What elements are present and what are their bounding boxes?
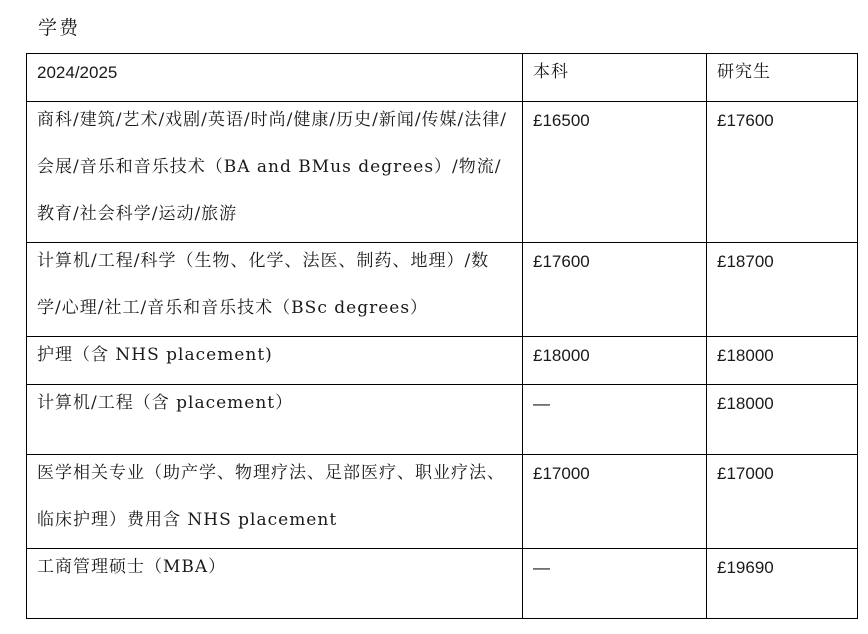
subject-cell: 计算机/工程/科学（生物、化学、法医、制药、地理）/数学/心理/社工/音乐和音乐技术（BSc degrees）	[27, 243, 523, 337]
undergrad-fee-cell: £17000	[523, 455, 707, 549]
subject-cell: 护理（含 NHS placement)	[27, 337, 523, 385]
page-title: 学费	[38, 17, 81, 39]
table-row	[27, 337, 858, 385]
undergrad-fee-cell: £17600	[523, 243, 707, 337]
header-cell-undergrad: 本科	[523, 54, 707, 102]
postgrad-fee-cell: £17600	[707, 102, 858, 243]
subject-cell: 医学相关专业（助产学、物理疗法、足部医疗、职业疗法、临床护理）费用含 NHS placement	[27, 455, 523, 549]
header-cell-year: 2024/2025	[27, 54, 523, 102]
table-row	[27, 385, 858, 455]
undergrad-fee-cell: £16500	[523, 102, 707, 243]
undergrad-fee-cell: —	[523, 385, 707, 455]
subject-cell: 工商管理硕士（MBA）	[27, 549, 523, 619]
postgrad-fee-cell: £18700	[707, 243, 858, 337]
table-row	[27, 102, 858, 243]
header-cell-postgrad: 研究生	[707, 54, 858, 102]
postgrad-fee-cell: £19690	[707, 549, 858, 619]
undergrad-fee-cell: £18000	[523, 337, 707, 385]
postgrad-fee-cell: £18000	[707, 385, 858, 455]
undergrad-fee-cell: —	[523, 549, 707, 619]
postgrad-fee-cell: £17000	[707, 455, 858, 549]
table-row	[27, 455, 858, 549]
postgrad-fee-cell: £18000	[707, 337, 858, 385]
table-header-row	[27, 54, 858, 102]
tuition-fee-table	[26, 53, 858, 619]
subject-cell: 商科/建筑/艺术/戏剧/英语/时尚/健康/历史/新闻/传媒/法律/会展/音乐和音乐技术（BA and BMus degrees）/物流/教育/社会科学/运动/旅游	[27, 102, 523, 243]
table-row	[27, 243, 858, 337]
subject-cell: 计算机/工程（含 placement）	[27, 385, 523, 455]
table-row	[27, 549, 858, 619]
